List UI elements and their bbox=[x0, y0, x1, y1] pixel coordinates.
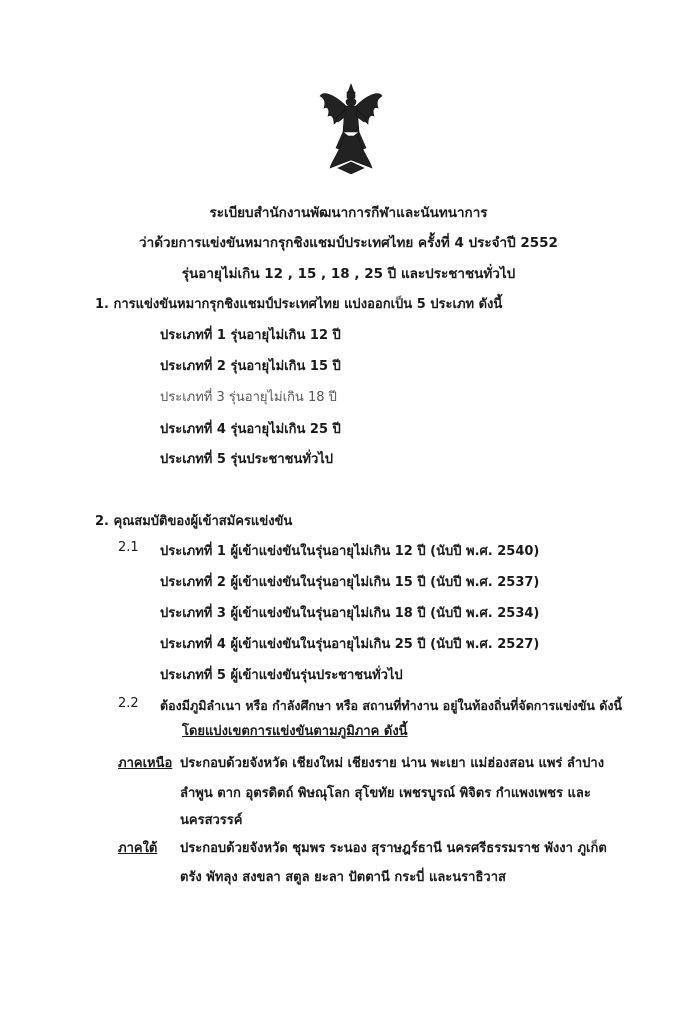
section-1-item-1: ประเภทที่ 1 รุ่นอายุไม่เกิน 12 ปี bbox=[160, 328, 341, 343]
section-2-heading: 2. คุณสมบัติของผู้เข้าสมัครแข่งขัน bbox=[95, 514, 293, 529]
north-line-3: นครสวรรค์ bbox=[180, 813, 243, 828]
sub-2-1-number: 2.1 bbox=[118, 540, 139, 555]
sub-2-2-number: 2.2 bbox=[118, 696, 139, 711]
section-1-item-5: ประเภทที่ 5 รุ่นประชาชนทั่วไป bbox=[160, 452, 334, 467]
title-line-3: รุ่นอายุไม่เกิน 12 , 15 , 18 , 25 ปี และประชาชนทั่วไป bbox=[181, 266, 516, 282]
sub-2-1-item-3: ประเภทที่ 3 ผู้เข้าแข่งขันในรุ่นอายุไม่เกิน 18 ปี (นับปี พ.ศ. 2534) bbox=[160, 606, 540, 621]
section-1-heading: 1. การแข่งขันหมากรุกชิงแชมป์ประเทศไทย แบ่งออกเป็น 5 ประเภท ดังนี้ bbox=[95, 297, 503, 312]
south-line-1: ประกอบด้วยจังหวัด ชุมพร ระนอง สุราษฎร์ธานี นครศรีธรรมราช พังงา ภูเก็ต bbox=[180, 841, 607, 856]
sub-2-1-item-1: ประเภทที่ 1 ผู้เข้าแข่งขันในรุ่นอายุไม่เกิน 12 ปี (นับปี พ.ศ. 2540) bbox=[160, 544, 540, 559]
south-region-label: ภาคใต้ bbox=[118, 841, 158, 856]
sub-2-1-item-5: ประเภทที่ 5 ผู้เข้าแข่งขันรุ่นประชาชนทั่วไป bbox=[160, 668, 403, 683]
sub-2-1-item-2: ประเภทที่ 2 ผู้เข้าแข่งขันในรุ่นอายุไม่เกิน 15 ปี (นับปี พ.ศ. 2537) bbox=[160, 575, 540, 590]
title-line-2: ว่าด้วยการแข่งขันหมากรุกชิงแชมป์ประเทศไทย ครั้งที่ 4 ประจำปี 2552 bbox=[139, 235, 558, 251]
section-1-item-3: ประเภทที่ 3 รุ่นอายุไม่เกิน 18 ปี bbox=[160, 390, 337, 405]
north-line-1: ประกอบด้วยจังหวัด เชียงใหม่ เชียงราย น่าน พะเยา แม่ฮ่องสอน แพร่ ลำปาง bbox=[180, 756, 605, 771]
sub-2-2-text: ต้องมีภูมิลำเนา หรือ กำลังศึกษา หรือ สถานที่ทำงาน อยู่ในท้องถิ่นที่จัดการแข่งขัน ดังนี้ bbox=[160, 698, 623, 713]
section-1-item-4: ประเภทที่ 4 รุ่นอายุไม่เกิน 25 ปี bbox=[160, 422, 341, 437]
title-line-1: ระเบียบสำนักงานพัฒนาการกีฬาและนันทนาการ bbox=[209, 205, 488, 221]
north-line-2: ลำพูน ตาก อุตรดิตถ์ พิษณุโลก สุโขทัย เพชรบูรณ์ พิจิตร กำแพงเพชร และ bbox=[180, 786, 591, 801]
section-1-item-2: ประเภทที่ 2 รุ่นอายุไม่เกิน 15 ปี bbox=[160, 359, 341, 374]
south-line-2: ตรัง พัทลุง สงขลา สตูล ยะลา ปัตตานี กระบี่ และนราธิวาส bbox=[180, 870, 506, 885]
garuda-emblem-icon bbox=[318, 82, 384, 174]
sub-2-1-item-4: ประเภทที่ 4 ผู้เข้าแข่งขันในรุ่นอายุไม่เกิน 25 ปี (นับปี พ.ศ. 2527) bbox=[160, 637, 540, 652]
region-division-note: โดยแบ่งเขตการแข่งขันตามภูมิภาค ดังนี้ bbox=[182, 724, 408, 739]
north-region-label: ภาคเหนือ bbox=[118, 756, 173, 771]
